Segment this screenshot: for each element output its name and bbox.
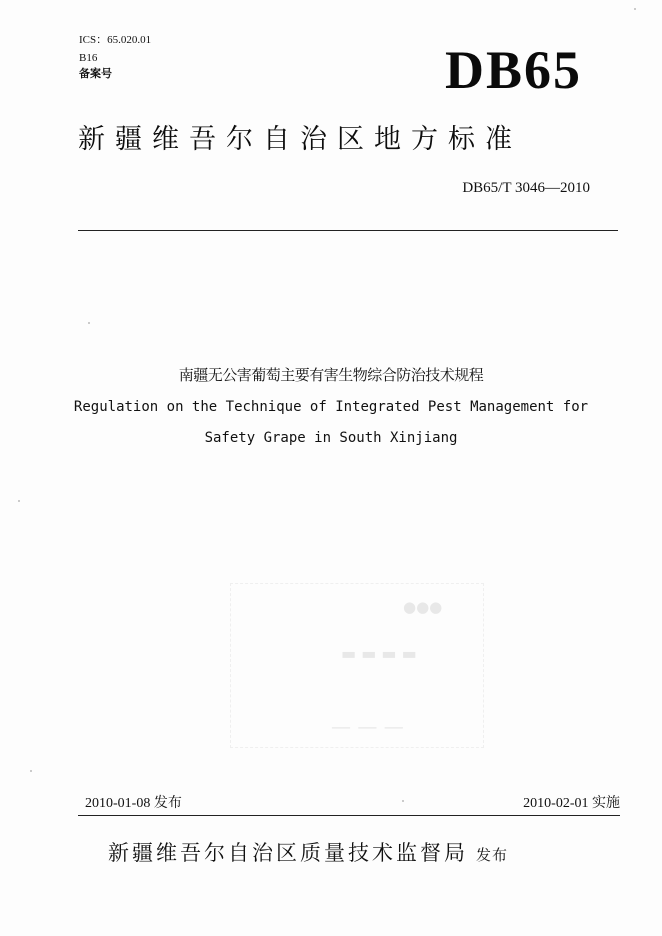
faded-stamp: ●●● ▬ ▬ ▬ ▬ — — — <box>230 583 484 748</box>
issue-date: 2010-01-08 发布 <box>85 796 182 811</box>
issuer-name: 新疆维吾尔自治区质量技术监督局 <box>108 841 468 865</box>
standard-code-logo: DB65 <box>444 40 582 100</box>
standard-type-title: 新疆维吾尔自治区地方标准 <box>78 124 522 155</box>
title-chinese: 南疆无公害葡萄主要有害生物综合防治技术规程 <box>178 366 484 384</box>
standard-number: DB65/T 3046—2010 <box>462 180 590 196</box>
footer-divider <box>78 815 620 816</box>
title-english-line2: Safety Grape in South Xinjiang <box>204 430 458 446</box>
ccs-code: B16 <box>79 52 98 64</box>
title-english-line1: Regulation on the Technique of Integrated Pest Management for <box>73 399 589 415</box>
scan-speck <box>88 322 90 324</box>
scan-speck <box>30 770 32 772</box>
implement-date: 2010-02-01 实施 <box>523 796 620 811</box>
record-number-label: 备案号 <box>79 68 112 80</box>
issuing-authority <box>108 838 508 870</box>
ics-code: ICS：65.020.01 <box>79 34 152 46</box>
scan-speck <box>634 8 636 10</box>
scan-speck <box>402 800 404 802</box>
header-divider <box>78 230 618 231</box>
issuer-suffix: 发布 <box>476 846 509 864</box>
scan-speck <box>18 500 20 502</box>
